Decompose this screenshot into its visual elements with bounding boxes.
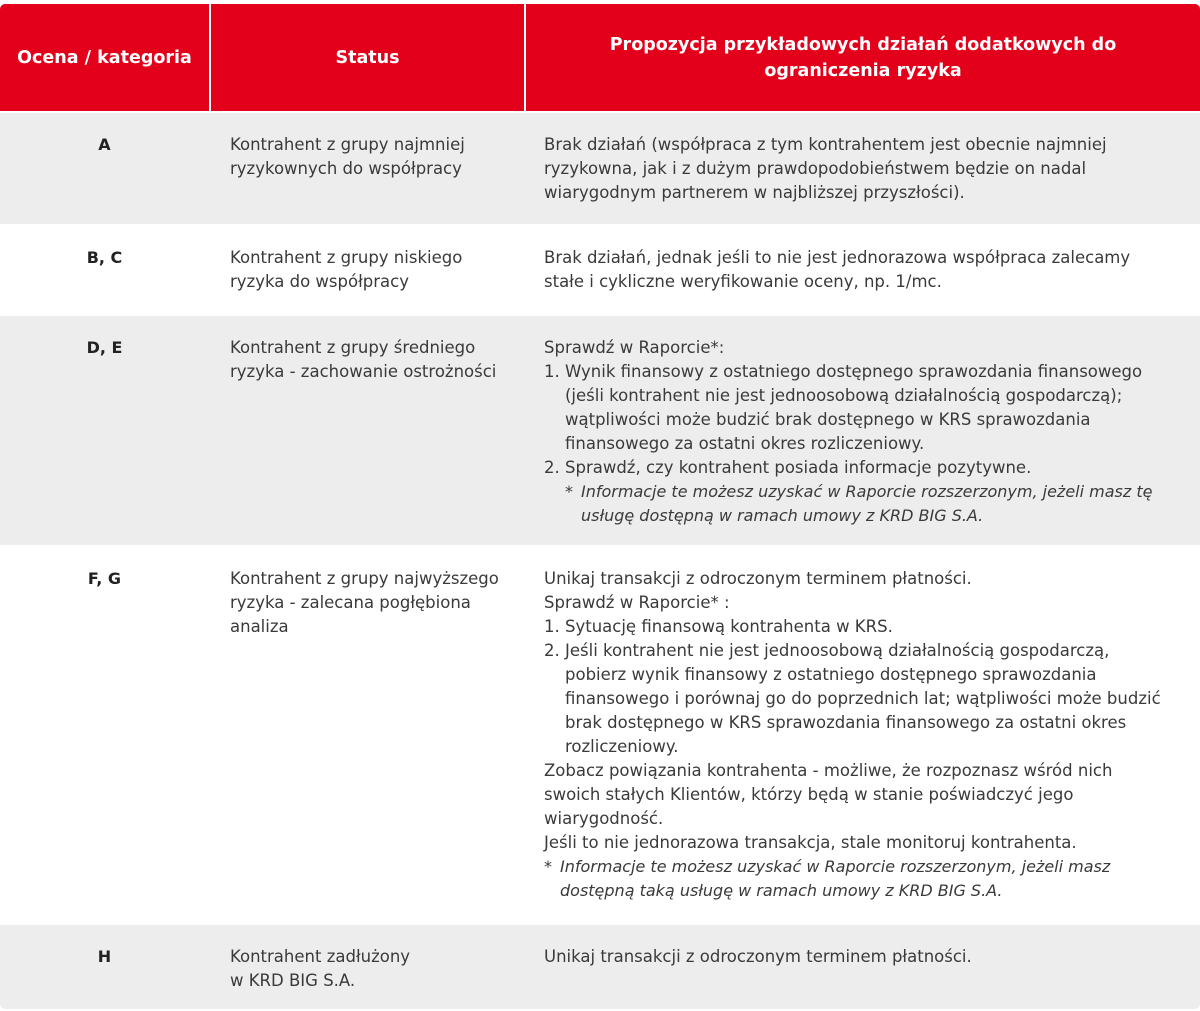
footnote-marker: * (565, 482, 573, 501)
row-status: Kontrahent z grupy niskiego ryzyka do współpracy (230, 248, 463, 291)
table-row (0, 224, 1200, 314)
action-text: Brak działań, jednak jeśli to nie jest jednorazowa współpraca zalecamy stałe i cykliczne weryfikowanie oceny, np. 1/mc. (544, 248, 1131, 291)
risk-table (0, 4, 1200, 1009)
header-actions: Propozycja przykładowych działań dodatkowych do ograniczenia ryzyka (526, 4, 1200, 111)
footnote-marker: * (544, 857, 552, 876)
row-status: Kontrahent z grupy najmniej ryzykownych do współpracy (230, 135, 465, 178)
table-row (0, 314, 1200, 545)
row-status: Kontrahent z grupy najwyższego ryzyka - zalecana pogłębiona analiza (230, 569, 499, 636)
row-category: A (98, 135, 111, 154)
action-text: Brak działań (współpraca z tym kontrahentem jest obecnie najmniej ryzykowna, jak i z dużym prawdopodobieństwem będzie on nadal wiarygodnym partnerem w najbliższej przyszłości). (544, 135, 1107, 202)
list-item (544, 639, 1170, 759)
table-row (0, 923, 1200, 1009)
row-category: H (97, 947, 112, 966)
footnote (544, 480, 1170, 528)
row-category: F, G (87, 569, 122, 588)
action-steps (544, 360, 1170, 480)
row-action (524, 925, 1200, 1009)
step-text: Sprawdź, czy kontrahent posiada informacje pozytywne. (565, 458, 1032, 477)
row-category: D, E (86, 338, 123, 357)
list-item (544, 360, 1170, 456)
status-line: w KRD BIG S.A. (230, 971, 356, 990)
row-action (524, 547, 1200, 923)
step-text: Wynik finansowy z ostatniego dostępnego sprawozdania finansowego (jeśli kontrahent nie jest jednoosobową działalnością gospodarczą); wątpliwości może budzić brak dostępnego w KRS sprawozdania finansowego za ostatni okres rozliczeniowy. (565, 362, 1143, 453)
list-item (544, 456, 1170, 480)
table-header (0, 4, 1200, 111)
action-intro: Sprawdź w Raporcie* : (544, 593, 730, 612)
row-action (524, 226, 1200, 314)
step-text: Jeśli kontrahent nie jest jednoosobową działalnością gospodarczą, pobierz wynik finansowy z ostatniego dostępnego sprawozdania finansowego i porównaj go do poprzednich lat; wątpliwości może budzić brak dostępnego w KRS sprawozdania finansowego za ostatni okres rozliczeniowy. (565, 641, 1161, 756)
action-outro: Jeśli to nie jednorazowa transakcja, stale monitoruj kontrahenta. (544, 833, 1077, 852)
action-steps (544, 615, 1170, 759)
footnote (544, 855, 1170, 903)
row-action (524, 113, 1200, 224)
row-action (524, 316, 1200, 545)
step-number: 1. (544, 362, 560, 381)
header-category: Ocena / kategoria (0, 4, 209, 111)
step-number: 1. (544, 617, 560, 636)
action-outro: Zobacz powiązania kontrahenta - możliwe, że rozpoznasz wśród nich swoich stałych Klientów, którzy będą w stanie poświadczyć jego wiarygodność. (544, 761, 1113, 828)
row-status: Kontrahent z grupy średniego ryzyka - zachowanie ostrożności (230, 338, 497, 381)
status-line: Kontrahent zadłużony (230, 947, 411, 966)
step-text: Sytuację finansową kontrahenta w KRS. (565, 617, 893, 636)
table-row (0, 545, 1200, 923)
step-number: 2. (544, 458, 560, 477)
list-item (544, 615, 1170, 639)
footnote-text: Informacje te możesz uzyskać w Raporcie rozszerzonym, jeżeli masz tę usługę dostępną w ramach umowy z KRD BIG S.A. (581, 482, 1153, 525)
action-intro: Sprawdź w Raporcie*: (544, 338, 725, 357)
action-intro: Unikaj transakcji z odroczonym terminem płatności. (544, 569, 972, 588)
table-row (0, 111, 1200, 224)
header-status: Status (211, 4, 524, 111)
action-text: Unikaj transakcji z odroczonym terminem płatności. (544, 947, 972, 966)
row-category: B, C (86, 248, 123, 267)
footnote-text: Informacje te możesz uzyskać w Raporcie rozszerzonym, jeżeli masz dostępną taką usługę w ramach umowy z KRD BIG S.A. (560, 857, 1111, 900)
row-status (209, 925, 524, 1009)
step-number: 2. (544, 641, 560, 660)
